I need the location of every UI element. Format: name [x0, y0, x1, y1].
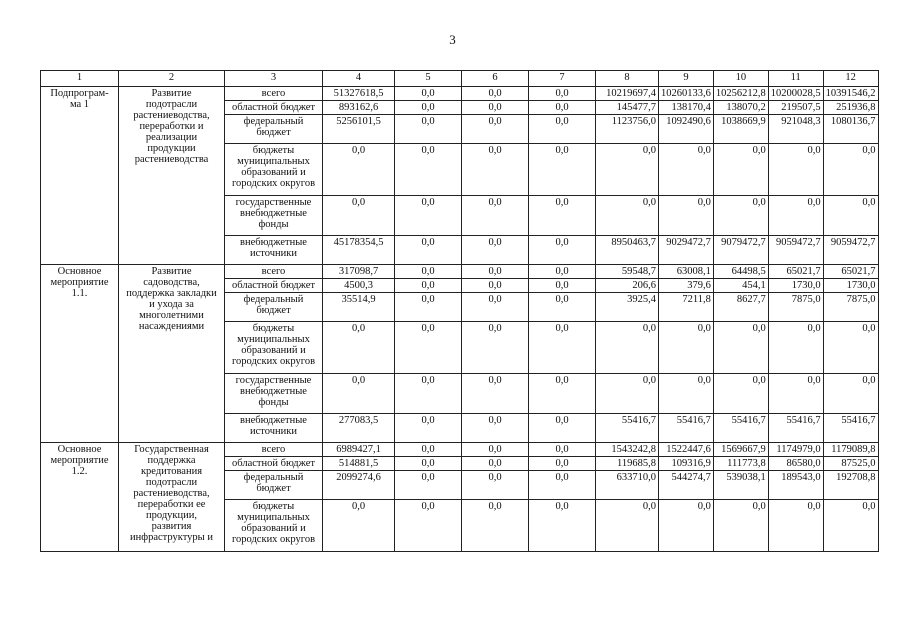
value-cell: 0,0 — [462, 236, 529, 265]
value-cell: 10260133,6 — [659, 87, 714, 101]
value-cell: 379,6 — [659, 279, 714, 293]
value-cell: 0,0 — [323, 500, 395, 552]
funding-source-cell: внебюджетные источники — [225, 236, 323, 265]
value-cell: 0,0 — [529, 414, 596, 443]
value-cell: 0,0 — [529, 115, 596, 144]
value-cell: 0,0 — [462, 265, 529, 279]
value-cell: 0,0 — [596, 500, 659, 552]
value-cell: 633710,0 — [596, 471, 659, 500]
value-cell: 0,0 — [529, 265, 596, 279]
value-cell: 1730,0 — [768, 279, 823, 293]
value-cell: 219507,5 — [768, 101, 823, 115]
program-title-cell: Развитие садоводства, поддержка закладки и ухода за многолетними насаждениями — [119, 265, 225, 443]
value-cell: 277083,5 — [323, 414, 395, 443]
value-cell: 3925,4 — [596, 293, 659, 322]
funding-source-cell: федеральный бюджет — [225, 471, 323, 500]
value-cell: 0,0 — [768, 500, 823, 552]
table-row — [41, 443, 879, 457]
value-cell: 0,0 — [395, 293, 462, 322]
value-cell: 0,0 — [462, 196, 529, 236]
value-cell: 0,0 — [395, 87, 462, 101]
value-cell: 0,0 — [596, 196, 659, 236]
value-cell: 1522447,6 — [659, 443, 714, 457]
value-cell: 109316,9 — [659, 457, 714, 471]
value-cell: 0,0 — [395, 265, 462, 279]
value-cell: 35514,9 — [323, 293, 395, 322]
program-title-cell: Развитие подотрасли растениеводства, переработки и реализации продукции растениеводства — [119, 87, 225, 265]
value-cell: 0,0 — [395, 196, 462, 236]
value-cell: 0,0 — [462, 457, 529, 471]
funding-source-cell: областной бюджет — [225, 101, 323, 115]
value-cell: 0,0 — [659, 322, 714, 374]
value-cell: 8627,7 — [713, 293, 768, 322]
value-cell: 55416,7 — [823, 414, 878, 443]
value-cell: 0,0 — [395, 115, 462, 144]
value-cell: 65021,7 — [768, 265, 823, 279]
value-cell: 9029472,7 — [659, 236, 714, 265]
funding-source-cell: всего — [225, 87, 323, 101]
value-cell: 0,0 — [713, 500, 768, 552]
value-cell: 51327618,5 — [323, 87, 395, 101]
value-cell: 0,0 — [713, 322, 768, 374]
value-cell: 7875,0 — [823, 293, 878, 322]
column-header: 5 — [395, 71, 462, 87]
budget-table — [40, 70, 879, 552]
column-header: 4 — [323, 71, 395, 87]
value-cell: 138070,2 — [713, 101, 768, 115]
value-cell: 0,0 — [462, 322, 529, 374]
value-cell: 514881,5 — [323, 457, 395, 471]
value-cell: 10219697,4 — [596, 87, 659, 101]
value-cell: 9079472,7 — [713, 236, 768, 265]
value-cell: 0,0 — [462, 87, 529, 101]
value-cell: 0,0 — [823, 322, 878, 374]
value-cell: 65021,7 — [823, 265, 878, 279]
funding-source-cell: бюджеты муниципальных образований и городских округов — [225, 144, 323, 196]
column-header: 7 — [529, 71, 596, 87]
value-cell: 0,0 — [659, 144, 714, 196]
value-cell: 138170,4 — [659, 101, 714, 115]
value-cell: 0,0 — [823, 500, 878, 552]
value-cell: 0,0 — [659, 196, 714, 236]
funding-source-cell: бюджеты муниципальных образований и городских округов — [225, 500, 323, 552]
table-row — [41, 265, 879, 279]
value-cell: 9059472,7 — [768, 236, 823, 265]
column-header: 2 — [119, 71, 225, 87]
column-header: 9 — [659, 71, 714, 87]
value-cell: 0,0 — [462, 115, 529, 144]
value-cell: 0,0 — [323, 374, 395, 414]
value-cell: 0,0 — [529, 236, 596, 265]
value-cell: 45178354,5 — [323, 236, 395, 265]
value-cell: 6989427,1 — [323, 443, 395, 457]
value-cell: 0,0 — [323, 144, 395, 196]
value-cell: 63008,1 — [659, 265, 714, 279]
value-cell: 8950463,7 — [596, 236, 659, 265]
value-cell: 0,0 — [529, 500, 596, 552]
value-cell: 87525,0 — [823, 457, 878, 471]
value-cell: 0,0 — [529, 443, 596, 457]
value-cell: 1038669,9 — [713, 115, 768, 144]
value-cell: 86580,0 — [768, 457, 823, 471]
value-cell: 251936,8 — [823, 101, 878, 115]
value-cell: 0,0 — [596, 374, 659, 414]
value-cell: 539038,1 — [713, 471, 768, 500]
value-cell: 1569667,9 — [713, 443, 768, 457]
value-cell: 55416,7 — [768, 414, 823, 443]
column-header: 3 — [225, 71, 323, 87]
value-cell: 7875,0 — [768, 293, 823, 322]
value-cell: 893162,6 — [323, 101, 395, 115]
value-cell: 1092490,6 — [659, 115, 714, 144]
value-cell: 0,0 — [323, 322, 395, 374]
funding-source-cell: внебюджетные источники — [225, 414, 323, 443]
value-cell: 0,0 — [395, 279, 462, 293]
value-cell: 0,0 — [395, 500, 462, 552]
value-cell: 0,0 — [462, 293, 529, 322]
value-cell: 55416,7 — [713, 414, 768, 443]
value-cell: 0,0 — [395, 236, 462, 265]
value-cell: 192708,8 — [823, 471, 878, 500]
value-cell: 0,0 — [462, 144, 529, 196]
column-header: 11 — [768, 71, 823, 87]
value-cell: 0,0 — [529, 196, 596, 236]
value-cell: 0,0 — [596, 144, 659, 196]
program-name-cell: Основное мероприятие 1.2. — [41, 443, 119, 552]
value-cell: 119685,8 — [596, 457, 659, 471]
value-cell: 1080136,7 — [823, 115, 878, 144]
value-cell: 1174979,0 — [768, 443, 823, 457]
value-cell: 10256212,8 — [713, 87, 768, 101]
value-cell: 0,0 — [529, 471, 596, 500]
value-cell: 0,0 — [395, 457, 462, 471]
column-header: 10 — [713, 71, 768, 87]
value-cell: 10200028,5 — [768, 87, 823, 101]
value-cell: 0,0 — [529, 279, 596, 293]
value-cell: 64498,5 — [713, 265, 768, 279]
value-cell: 0,0 — [462, 414, 529, 443]
value-cell: 0,0 — [395, 144, 462, 196]
program-name-cell: Подпрограм- ма 1 — [41, 87, 119, 265]
value-cell: 9059472,7 — [823, 236, 878, 265]
value-cell: 0,0 — [823, 196, 878, 236]
value-cell: 0,0 — [462, 101, 529, 115]
value-cell: 0,0 — [768, 322, 823, 374]
value-cell: 0,0 — [823, 144, 878, 196]
value-cell: 0,0 — [713, 144, 768, 196]
value-cell: 0,0 — [529, 322, 596, 374]
value-cell: 206,6 — [596, 279, 659, 293]
funding-source-cell: федеральный бюджет — [225, 293, 323, 322]
value-cell: 0,0 — [395, 443, 462, 457]
value-cell: 544274,7 — [659, 471, 714, 500]
value-cell: 0,0 — [462, 279, 529, 293]
value-cell: 1543242,8 — [596, 443, 659, 457]
value-cell: 0,0 — [529, 374, 596, 414]
header-row — [41, 71, 879, 87]
value-cell: 7211,8 — [659, 293, 714, 322]
funding-source-cell: государственные внебюджетные фонды — [225, 196, 323, 236]
value-cell: 0,0 — [462, 500, 529, 552]
value-cell: 145477,7 — [596, 101, 659, 115]
funding-source-cell: бюджеты муниципальных образований и городских округов — [225, 322, 323, 374]
column-header: 1 — [41, 71, 119, 87]
value-cell: 55416,7 — [596, 414, 659, 443]
funding-source-cell: федеральный бюджет — [225, 115, 323, 144]
funding-source-cell: всего — [225, 265, 323, 279]
value-cell: 454,1 — [713, 279, 768, 293]
program-name-cell: Основное мероприятие 1.1. — [41, 265, 119, 443]
value-cell: 0,0 — [529, 144, 596, 196]
funding-source-cell: областной бюджет — [225, 279, 323, 293]
column-header: 8 — [596, 71, 659, 87]
value-cell: 0,0 — [768, 374, 823, 414]
value-cell: 0,0 — [768, 196, 823, 236]
value-cell: 0,0 — [323, 196, 395, 236]
value-cell: 0,0 — [395, 101, 462, 115]
column-header: 6 — [462, 71, 529, 87]
value-cell: 0,0 — [529, 101, 596, 115]
value-cell: 0,0 — [462, 443, 529, 457]
value-cell: 0,0 — [529, 457, 596, 471]
value-cell: 0,0 — [768, 144, 823, 196]
column-header: 12 — [823, 71, 878, 87]
value-cell: 0,0 — [395, 471, 462, 500]
funding-source-cell: областной бюджет — [225, 457, 323, 471]
value-cell: 5256101,5 — [323, 115, 395, 144]
value-cell: 111773,8 — [713, 457, 768, 471]
value-cell: 0,0 — [713, 196, 768, 236]
value-cell: 317098,7 — [323, 265, 395, 279]
page-number: 3 — [449, 32, 456, 47]
program-title-cell: Государственная поддержка кредитования подотрасли растениеводства, переработки ее продукции, развития инфраструктуры и — [119, 443, 225, 552]
value-cell: 1730,0 — [823, 279, 878, 293]
value-cell: 10391546,2 — [823, 87, 878, 101]
funding-source-cell: государственные внебюджетные фонды — [225, 374, 323, 414]
value-cell: 0,0 — [659, 500, 714, 552]
value-cell: 0,0 — [659, 374, 714, 414]
funding-source-cell: всего — [225, 443, 323, 457]
value-cell: 0,0 — [395, 414, 462, 443]
value-cell: 4500,3 — [323, 279, 395, 293]
value-cell: 0,0 — [529, 293, 596, 322]
value-cell: 0,0 — [596, 322, 659, 374]
value-cell: 0,0 — [529, 87, 596, 101]
value-cell: 0,0 — [823, 374, 878, 414]
value-cell: 0,0 — [462, 471, 529, 500]
value-cell: 921048,3 — [768, 115, 823, 144]
table-row — [41, 87, 879, 101]
value-cell: 0,0 — [713, 374, 768, 414]
value-cell: 2099274,6 — [323, 471, 395, 500]
value-cell: 189543,0 — [768, 471, 823, 500]
value-cell: 1179089,8 — [823, 443, 878, 457]
value-cell: 0,0 — [395, 322, 462, 374]
value-cell: 55416,7 — [659, 414, 714, 443]
value-cell: 0,0 — [395, 374, 462, 414]
value-cell: 59548,7 — [596, 265, 659, 279]
value-cell: 1123756,0 — [596, 115, 659, 144]
value-cell: 0,0 — [462, 374, 529, 414]
